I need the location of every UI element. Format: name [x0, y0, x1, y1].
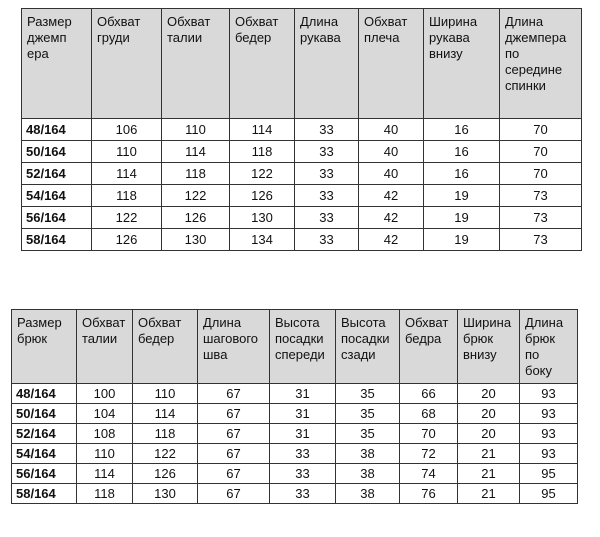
- header-cell: Длина рукава: [295, 9, 359, 119]
- value-cell: 67: [198, 484, 270, 504]
- size-cell: 48/164: [12, 384, 77, 404]
- size-cell: 58/164: [12, 484, 77, 504]
- table-row: [22, 207, 582, 229]
- size-cell: 48/164: [22, 119, 92, 141]
- value-cell: 114: [133, 404, 198, 424]
- value-cell: 21: [458, 464, 520, 484]
- table-row: [22, 119, 582, 141]
- value-cell: 122: [133, 444, 198, 464]
- value-cell: 21: [458, 444, 520, 464]
- value-cell: 104: [77, 404, 133, 424]
- value-cell: 33: [295, 119, 359, 141]
- size-cell: 56/164: [22, 207, 92, 229]
- value-cell: 20: [458, 384, 520, 404]
- size-cell: 54/164: [12, 444, 77, 464]
- value-cell: 110: [77, 444, 133, 464]
- value-cell: 67: [198, 424, 270, 444]
- value-cell: 93: [520, 404, 578, 424]
- table-row: [12, 424, 578, 444]
- value-cell: 93: [520, 444, 578, 464]
- value-cell: 122: [162, 185, 230, 207]
- sweater-table-body: [22, 119, 582, 251]
- value-cell: 126: [133, 464, 198, 484]
- value-cell: 122: [92, 207, 162, 229]
- value-cell: 33: [270, 464, 336, 484]
- table-row: [22, 229, 582, 251]
- value-cell: 33: [270, 444, 336, 464]
- value-cell: 67: [198, 404, 270, 424]
- value-cell: 20: [458, 424, 520, 444]
- size-cell: 56/164: [12, 464, 77, 484]
- value-cell: 67: [198, 444, 270, 464]
- pants-table-header: [12, 310, 578, 384]
- value-cell: 118: [162, 163, 230, 185]
- value-cell: 19: [424, 229, 500, 251]
- value-cell: 93: [520, 424, 578, 444]
- value-cell: 73: [500, 185, 582, 207]
- table-row: [12, 384, 578, 404]
- header-cell: Обхват талии: [162, 9, 230, 119]
- value-cell: 68: [400, 404, 458, 424]
- value-cell: 40: [359, 163, 424, 185]
- value-cell: 93: [520, 384, 578, 404]
- size-cell: 58/164: [22, 229, 92, 251]
- value-cell: 40: [359, 141, 424, 163]
- value-cell: 38: [336, 444, 400, 464]
- value-cell: 21: [458, 484, 520, 504]
- value-cell: 33: [295, 141, 359, 163]
- value-cell: 118: [92, 185, 162, 207]
- table-row: [12, 484, 578, 504]
- size-cell: 52/164: [22, 163, 92, 185]
- value-cell: 67: [198, 384, 270, 404]
- value-cell: 31: [270, 404, 336, 424]
- value-cell: 73: [500, 207, 582, 229]
- header-cell: Обхват груди: [92, 9, 162, 119]
- header-cell: Длина джемпера по середине спинки: [500, 9, 582, 119]
- value-cell: 114: [162, 141, 230, 163]
- value-cell: 130: [133, 484, 198, 504]
- value-cell: 31: [270, 384, 336, 404]
- value-cell: 126: [162, 207, 230, 229]
- value-cell: 122: [230, 163, 295, 185]
- value-cell: 19: [424, 207, 500, 229]
- header-cell: Обхват бедер: [133, 310, 198, 384]
- pants-size-table: [11, 309, 578, 504]
- header-cell: Ширина брюк внизу: [458, 310, 520, 384]
- header-row: [22, 9, 582, 119]
- value-cell: 42: [359, 185, 424, 207]
- value-cell: 130: [230, 207, 295, 229]
- value-cell: 16: [424, 119, 500, 141]
- value-cell: 108: [77, 424, 133, 444]
- value-cell: 16: [424, 163, 500, 185]
- value-cell: 118: [77, 484, 133, 504]
- value-cell: 130: [162, 229, 230, 251]
- size-cell: 54/164: [22, 185, 92, 207]
- value-cell: 35: [336, 424, 400, 444]
- value-cell: 95: [520, 464, 578, 484]
- value-cell: 38: [336, 484, 400, 504]
- value-cell: 118: [230, 141, 295, 163]
- header-cell: Обхват бедер: [230, 9, 295, 119]
- size-cell: 50/164: [12, 404, 77, 424]
- table-row: [22, 141, 582, 163]
- value-cell: 70: [500, 119, 582, 141]
- value-cell: 31: [270, 424, 336, 444]
- value-cell: 16: [424, 141, 500, 163]
- value-cell: 33: [295, 229, 359, 251]
- value-cell: 76: [400, 484, 458, 504]
- pants-table-body: [12, 384, 578, 504]
- value-cell: 67: [198, 464, 270, 484]
- header-cell: Размер джемп ера: [22, 9, 92, 119]
- value-cell: 74: [400, 464, 458, 484]
- value-cell: 110: [162, 119, 230, 141]
- value-cell: 118: [133, 424, 198, 444]
- value-cell: 134: [230, 229, 295, 251]
- header-row: [12, 310, 578, 384]
- header-cell: Высота посадки спереди: [270, 310, 336, 384]
- header-cell: Ширина рукава внизу: [424, 9, 500, 119]
- sweater-size-table: [21, 8, 582, 251]
- value-cell: 70: [500, 163, 582, 185]
- value-cell: 73: [500, 229, 582, 251]
- value-cell: 110: [133, 384, 198, 404]
- table-row: [12, 444, 578, 464]
- header-cell: Обхват плеча: [359, 9, 424, 119]
- value-cell: 114: [92, 163, 162, 185]
- value-cell: 33: [270, 484, 336, 504]
- value-cell: 40: [359, 119, 424, 141]
- value-cell: 114: [230, 119, 295, 141]
- value-cell: 110: [92, 141, 162, 163]
- value-cell: 33: [295, 185, 359, 207]
- header-cell: Размер брюк: [12, 310, 77, 384]
- value-cell: 33: [295, 163, 359, 185]
- value-cell: 106: [92, 119, 162, 141]
- value-cell: 126: [230, 185, 295, 207]
- value-cell: 66: [400, 384, 458, 404]
- value-cell: 35: [336, 384, 400, 404]
- table-row: [12, 404, 578, 424]
- value-cell: 35: [336, 404, 400, 424]
- value-cell: 20: [458, 404, 520, 424]
- value-cell: 19: [424, 185, 500, 207]
- table-row: [22, 185, 582, 207]
- value-cell: 72: [400, 444, 458, 464]
- sweater-table-header: [22, 9, 582, 119]
- header-cell: Длина шагового шва: [198, 310, 270, 384]
- value-cell: 42: [359, 229, 424, 251]
- value-cell: 42: [359, 207, 424, 229]
- value-cell: 100: [77, 384, 133, 404]
- value-cell: 114: [77, 464, 133, 484]
- header-cell: Обхват талии: [77, 310, 133, 384]
- value-cell: 126: [92, 229, 162, 251]
- size-cell: 50/164: [22, 141, 92, 163]
- value-cell: 38: [336, 464, 400, 484]
- header-cell: Длина брюк по боку: [520, 310, 578, 384]
- header-cell: Высота посадки сзади: [336, 310, 400, 384]
- table-row: [12, 464, 578, 484]
- value-cell: 70: [500, 141, 582, 163]
- header-cell: Обхват бедра: [400, 310, 458, 384]
- size-cell: 52/164: [12, 424, 77, 444]
- value-cell: 33: [295, 207, 359, 229]
- value-cell: 70: [400, 424, 458, 444]
- table-row: [22, 163, 582, 185]
- value-cell: 95: [520, 484, 578, 504]
